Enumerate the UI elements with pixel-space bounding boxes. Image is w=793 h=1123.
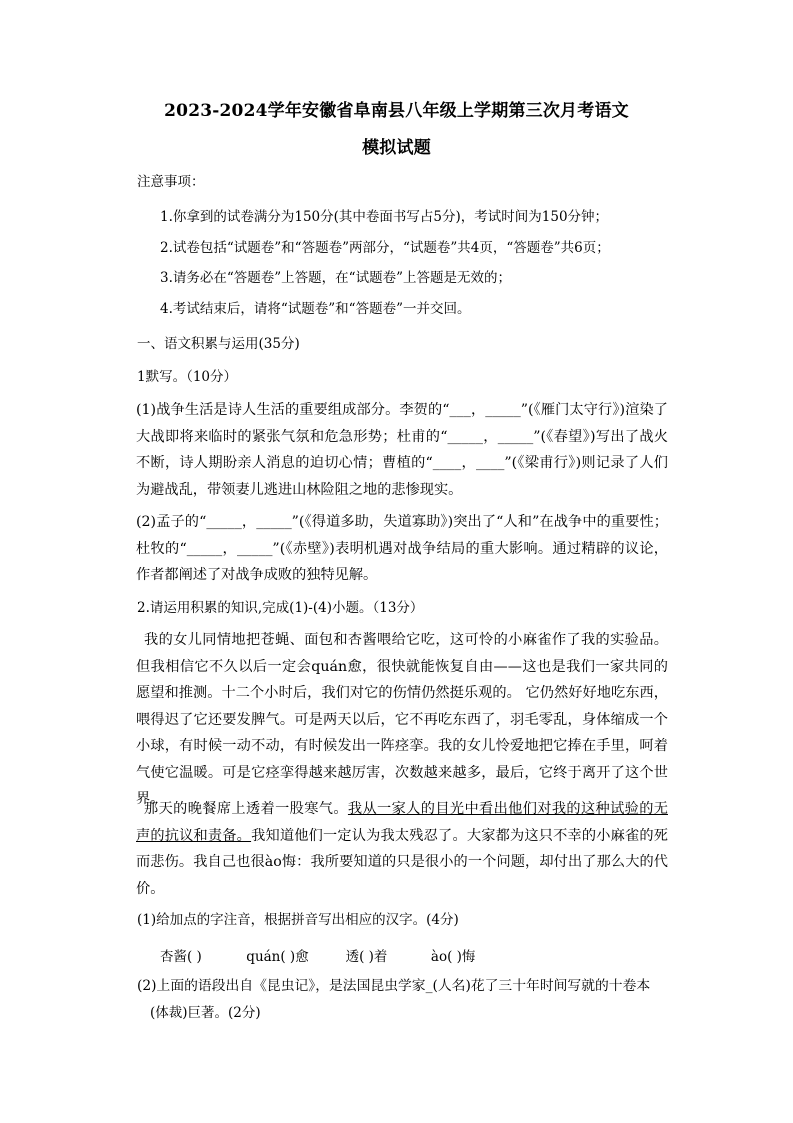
answer-blank-2: quán( )愈 bbox=[246, 949, 309, 965]
question-1-part-1-text: (1)战争生活是诗人生活的重要组成部分。李贺的“___，_____”(《雁门太守行》)渲染了大战即将来临时的紧张气氛和危急形势；杜甫的“_____，_____”(《春望》)写出了战火不断，诗人期盼亲人消息的迫切心情；曹植的“____，____”(《梁甫行》)则记录了人们为避战乱，带领妻儿逃进山林险阻之地的悲惨现实。 bbox=[136, 402, 668, 498]
question-1-part-2 bbox=[136, 509, 668, 589]
passage-paragraph-1-text: 我的女儿同情地把苍蝇、面包和杏酱喂给它吃，这可怜的小麻雀作了我的实验品。但我相信它不久以后一定会quán愈，很快就能恢复自由——这也是我们一家共同的愿望和推测。十二个小时后，我们对它的伤情仍然挺乐观的。 它仍然好好地吃东西，喂得迟了它还要发脾气。可是两天以后，它不再吃东西了，羽毛零乱，身体缩成一个小球，有时候一动不动，有时候发出一阵痉挛。我的女儿怜爱地把它捧在手里，呵着气使它温暖。可是它痉挛得越来越厉害，次数越来越多，最后，它终于离开了这个世界。 bbox=[136, 632, 668, 807]
notice-heading: 注意事项： bbox=[137, 174, 205, 190]
page-title: 2023-2024学年安徽省阜南县八年级上学期第三次月考语文 bbox=[164, 101, 629, 121]
passage-paragraph-2-text bbox=[136, 796, 668, 902]
sub-question-2-line-2: (体裁)巨著。(2分) bbox=[150, 1005, 261, 1021]
answer-blank-3: 透( )着 bbox=[345, 949, 388, 965]
notice-item-1: 1.你拿到的试卷满分为150分(其中卷面书写占5分)，考试时间为150分钟； bbox=[160, 209, 609, 225]
question-2-heading: 2.请运用积累的知识,完成(1)-(4)小题。（13分） bbox=[137, 600, 424, 616]
passage-paragraph-1 bbox=[136, 627, 668, 813]
sub-question-1: (1)给加点的字注音，根据拼音写出相应的汉字。(4分) bbox=[137, 912, 459, 928]
question-1-part-1 bbox=[136, 397, 668, 503]
passage-paragraph-2 bbox=[136, 796, 668, 902]
answer-row bbox=[160, 945, 475, 965]
answer-blank-4: ào( )悔 bbox=[430, 949, 476, 965]
notice-item-2: 2.试卷包括“试题卷”和“答题卷”两部分，“试题卷”共4页，“答题卷”共6页； bbox=[160, 240, 610, 256]
section-heading: 一、语文积累与运用(35分) bbox=[137, 336, 300, 352]
question-1-part-2-text: (2)孟子的“_____，_____”(《得道多助，失道寡助》)突出了“人和”在战争中的重要性；杜牧的“_____，_____”(《赤壁》)表明机遇对战争结局的重大影响。通过精辟的议论，作者都阐述了对战争成败的独特见解。 bbox=[136, 514, 668, 583]
question-1-heading: 1默写。（10分） bbox=[137, 369, 238, 385]
sub-question-2-line-1: (2)上面的语段出自《昆虫记》，是法国昆虫学家_(人名)花了三十年时间写就的十卷本 bbox=[137, 978, 651, 994]
notice-item-3: 3.请务必在“答题卷”上答题，在“试题卷”上答题是无效的； bbox=[160, 270, 511, 286]
page-subtitle: 模拟试题 bbox=[362, 138, 431, 158]
passage-text-after: 我知道他们一定认为我太残忍了。大家都为这只不幸的小麻雀的死而悲伤。我自己也很ào悔：我所要知道的只是很小的一个问题，却付出了那么大的代价。 bbox=[136, 827, 668, 897]
answer-blank-1: 杏酱( ) bbox=[160, 949, 202, 965]
notice-item-4: 4.考试结束后，请将“试题卷”和“答题卷”一并交回。 bbox=[160, 301, 471, 317]
underlined-sentence: 我从一家人的目光中看出他们对我的这种试验的无声的抗议和责备。 bbox=[136, 801, 668, 844]
passage-text-before: 那天的晚餐席上透着一股寒气。 bbox=[144, 801, 348, 817]
